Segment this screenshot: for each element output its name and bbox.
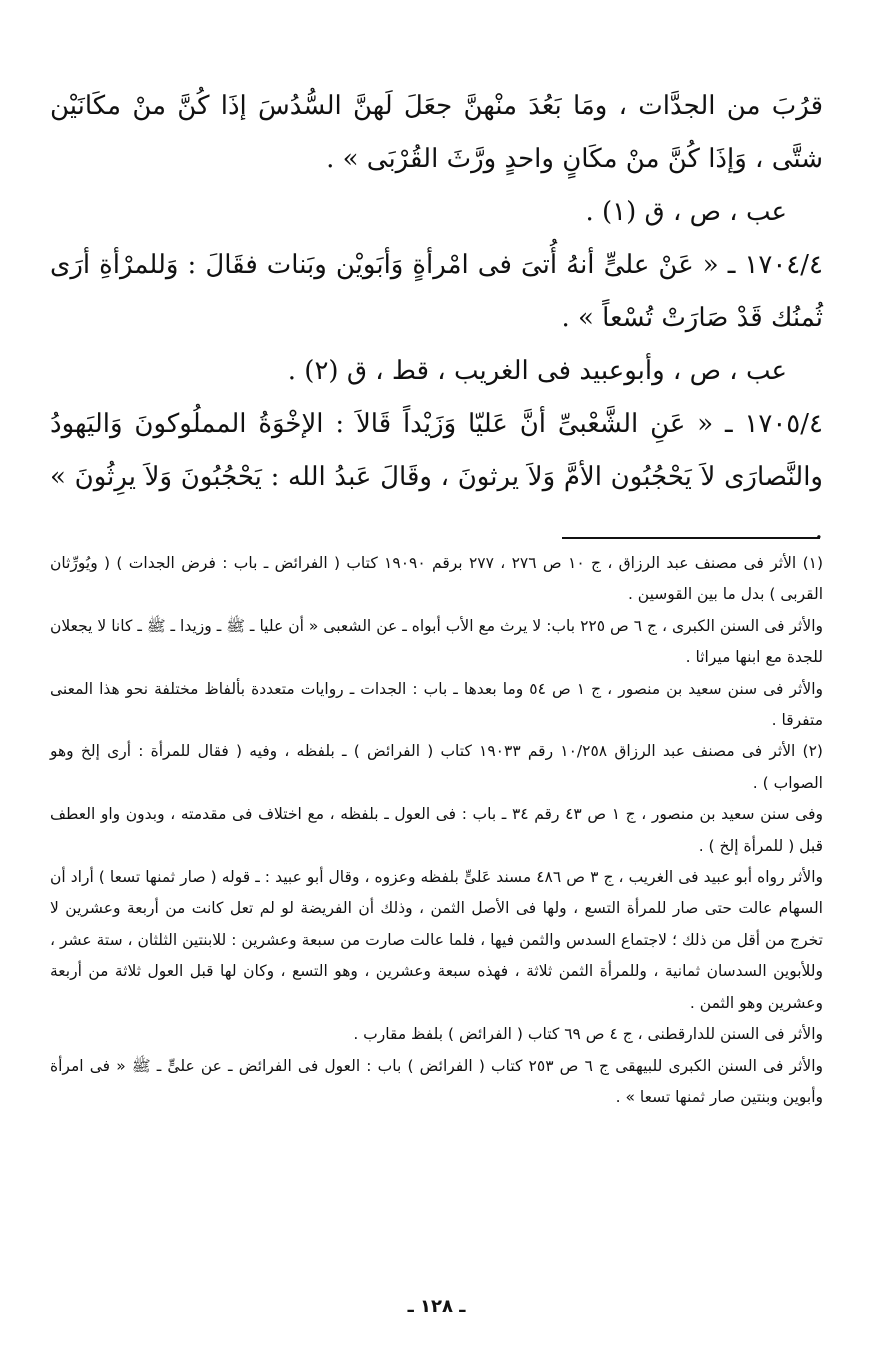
source-line-2: عب ، ص ، وأبوعبيد فى الغريب ، قط ، ق (٢) .	[287, 356, 787, 386]
main-text	[50, 80, 823, 557]
footnote-2-a: (٢) الأثر فى مصنف عبد الرزاق ١٠/٢٥٨ رقم ١٩٠٣٣ كتاب ( الفرائض ) ـ بلفظه ، وفيه ( فقال للمرأة : أرى إلخ وهو الصواب ) .	[50, 742, 823, 792]
hadith-paragraph-1: قرُبَ من الجدَّات ، ومَا بَعُدَ منْهنَّ جعَلَ لَهنَّ السُّدُسَ إذَا كُنَّ منْ مكَانَيْن شتَّى ، وَإذَا كُنَّ منْ مكَانٍ واحدٍ ورَّثَ القُرْبَى » .	[50, 91, 823, 174]
footnote-2-d: والأثر فى السنن للدارقطنى ، ج ٤ ص ٦٩ كتاب ( الفرائض ) بلفظ مقارب .	[353, 1025, 823, 1044]
footnote-1-c: والأثر فى سنن سعيد بن منصور ، ج ١ ص ٥٤ وما بعدها ـ باب : الجدات ـ روايات متعددة بألفاظ مختلفة نحو هذا المعنى متفرقا .	[50, 679, 823, 730]
footnotes	[50, 548, 823, 1113]
source-line-1: عب ، ص ، ق (١) .	[585, 197, 787, 227]
hadith-paragraph-2: ١٧٠٤/٤ ـ « عَنْ علىٍّ أنهُ أُتىَ فى امْرأةٍ وَأبَويْن وبَنات فقَالَ : وَللمرْأةِ أرَى ثُمنُك قَدْ صَارَتْ تُسْعاً » .	[50, 250, 823, 333]
footnote-separator	[562, 537, 820, 539]
footnote-2-c: والأثر رواه أبو عبيد فى الغريب ، ج ٣ ص ٤٨٦ مسند عَلىٍّ بلفظه وعزوه ، وقال أبو عبيد : ـ قوله ( صار ثمنها تسعا ) أراد أن السهام عالت حتى صار للمرأة التسع ، ولها فى الأصل الثمن ، وذلك أن الفريضة لو لم تعل كانت من أربعة وعشرين لا تخرج من أقل من ذلك ؛ لاجتماع السدس والثمن فيها ، فلما عالت صارت من سبعة وعشرين : للابنتين الثلثان ، ستة عشر ، وللأبوين السدسان ثمانية ، وللمرأة الثمن ثلاثة ، فهذه سبعة وعشرين ، وهو التسع ، وكان لها قبل العول ثلاثة من أربعة وعشرين وهو الثمن .	[50, 868, 824, 1012]
page-number: ـ ١٢٨ ـ	[407, 1296, 466, 1317]
footnote-1-a: (١) الأثر فى مصنف عبد الرزاق ، ج ١٠ ص ٢٧٦ ، ٢٧٧ برقم ١٩٠٩٠ كتاب ( الفرائض ـ باب : فرض الجدات ) ( ويُورِّثان القربى ) بدل ما بين القوسين .	[50, 554, 824, 604]
footnote-2-b: وفى سنن سعيد بن منصور ، ج ١ ص ٤٣ رقم ٣٤ ـ باب : فى العول ـ بلفظه ، مع اختلاف فى مقدمته ، وبدون واو العطف قبل ( للمرأة إلخ ) .	[50, 805, 823, 855]
footnote-1-b: والأثر فى السنن الكبرى ، ج ٦ ص ٢٢٥ باب: لا يرث مع الأب أبواه ـ عن الشعبى « أن عليا ـ ﷺ ـ وزيدا ـ ﷺ ـ كانا لا يجعلان للجدة مع ابنها ميراثا .	[50, 616, 824, 667]
hadith-paragraph-3: ١٧٠٥/٤ ـ « عَنِ الشَّعْبىِّ أنَّ عَليّا وَزَيْداً قَالاَ : الإخْوَةُ المملُوكونَ وَاليَهودُ والنَّصارَى لاَ يَحْجُبُون الأمَّ وَلاَ يرثونَ ، وقَالَ عَبدُ الله : يَحْجُبُونَ وَلاَ يرِثُونَ » .	[50, 409, 823, 545]
footnote-2-e: والأثر فى السنن الكبرى للبيهقى ج ٦ ص ٢٥٣ كتاب ( الفرائض ) باب : العول فى الفرائض ـ عن علىٍّ ـ ﷺ « فى امرأة وأبوين وبنتين صار ثمنها تسعا » .	[50, 1056, 824, 1106]
